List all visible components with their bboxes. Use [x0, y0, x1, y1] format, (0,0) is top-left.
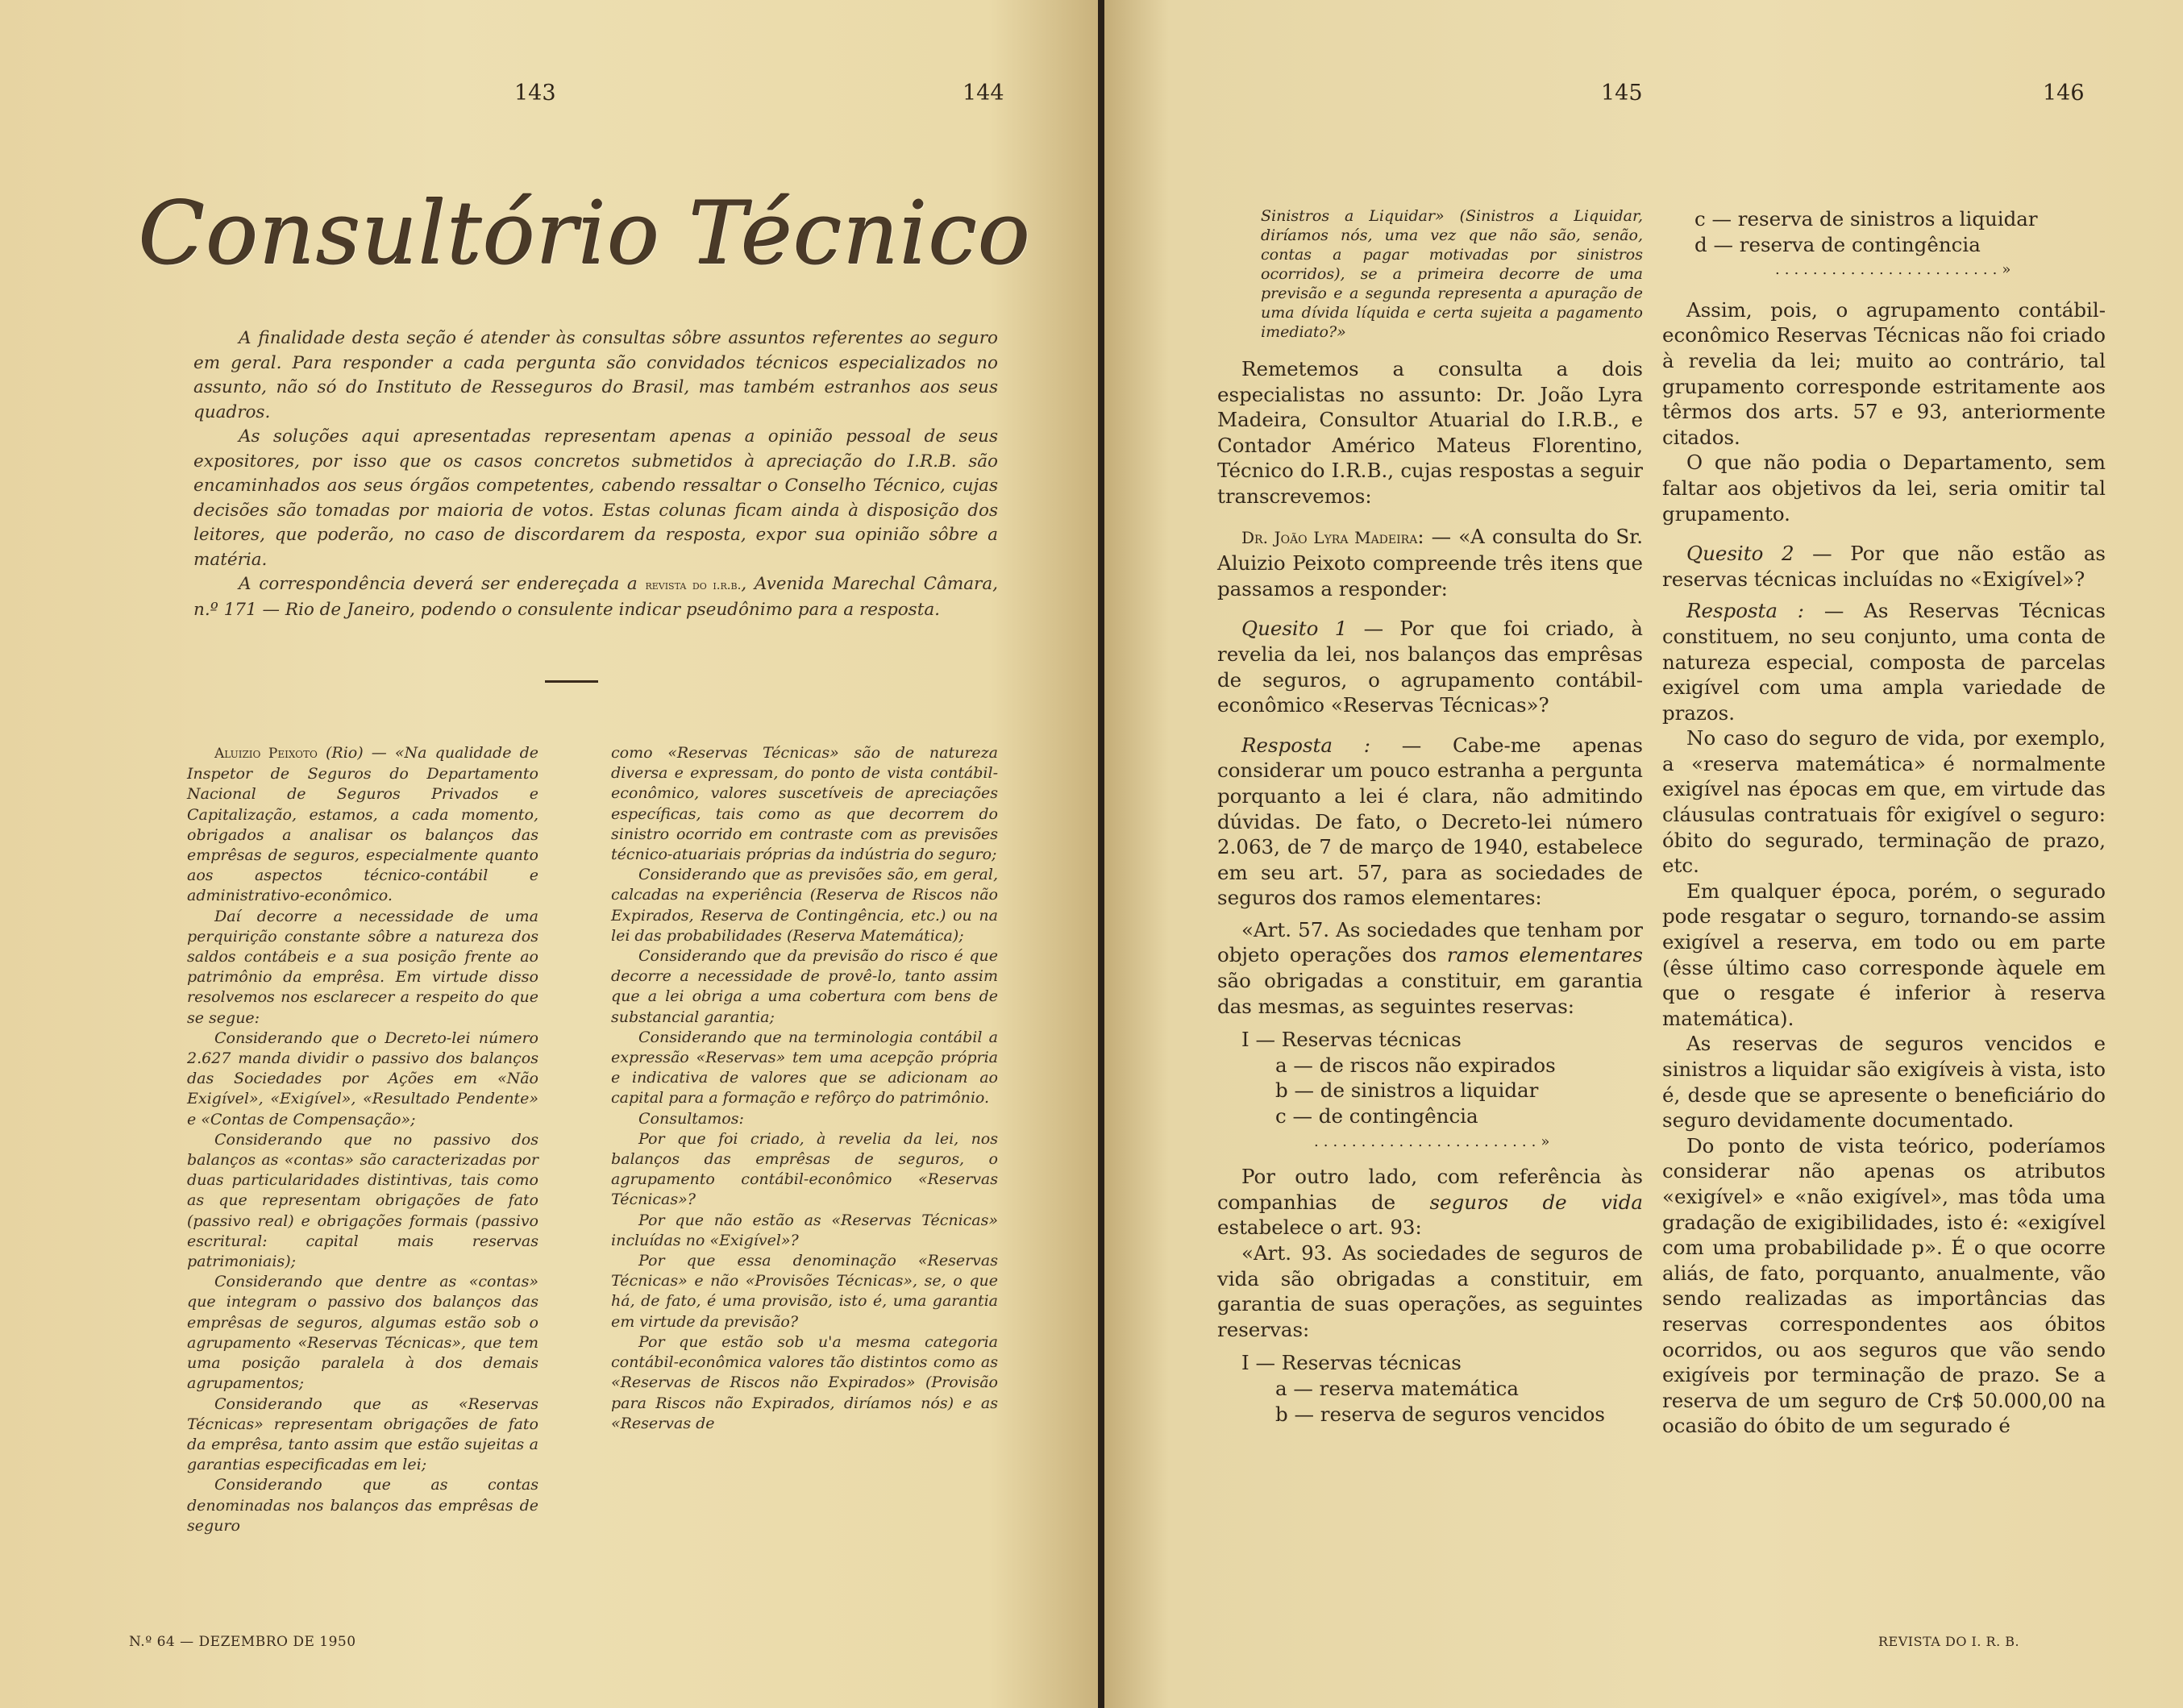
paragraph: Do ponto de vista teórico, poderíamos considerar não apenas os atributos «exigível» e «não exigível», mas tôda uma gradação de exigibilidades, isto é: «exigível com uma probabilidade p». É o que ocorre aliás, de fato, porquanto, anualmente, vão sendo realizadas as importâncias das reservas correspondentes aos óbitos ocorridos, ou aos seguros que vão sendo exigíveis por terminação de prazo. Se a reserva de um seguro de Cr$ 50.000,00 na ocasião do óbito de um segurado é [1662, 1133, 2106, 1438]
list-item: c — reserva de sinistros a liquidar [1694, 207, 2038, 231]
right-page [1104, 0, 2183, 1708]
list-item: I — Reservas técnicas [1241, 1028, 1462, 1052]
paragraph-text: (Rio) — «Na qualidade de Inspetor de Seguros do Departamento Nacional de Seguros Privados e Capitalização, estamos, a cada momento, obrigados a analisar os balanços das emprêsas de seguros, especialmente quanto aos aspectos técnico-contábil e administrativo-econômico. [187, 744, 538, 905]
paragraph-text: — Por que não estão as reservas técnicas incluídas no «Exigível»? [1662, 542, 2106, 591]
letter-paragraph: Considerando que as «Reservas Técnicas» representam obrigações de fato da emprêsa, tanto assim que estão sujeitas a garantias especificadas em lei; [187, 1394, 538, 1474]
spacer [1217, 1019, 1643, 1027]
emphasis: ramos elementares [1446, 943, 1643, 967]
letter-paragraph: como «Reservas Técnicas» são de natureza diversa e expressam, do ponto de vista contábil-econômico, valores suscetíveis de apreciações específicas, tais como as que decorrem do sinistro ocorrido em contraste com as previsões técnico-atuariais próprias da indústria do seguro; [611, 744, 998, 864]
spacer [1217, 718, 1643, 733]
column-2 [611, 743, 998, 1434]
author-name: Aluizio Peixoto [214, 746, 318, 762]
list-item: b — reserva de seguros vencidos [1275, 1402, 1605, 1426]
question-label: Quesito 2 [1686, 542, 1794, 566]
letter-paragraph: Considerando que no passivo dos balanços as «contas» são caracterizadas por duas particularidades distintivas, tais como as que representam obrigações de fato (passivo real) e obrigações formais (passivo escritural: capital mais reservas patrimoniais); [187, 1130, 538, 1271]
author-name: Dr. João Lyra Madeira [1241, 527, 1418, 547]
letter-paragraph: Por que estão sob u'a mesma categoria contábil-econômica valores tão distintos como as «Reservas de Riscos não Expirados» (Provisão para Riscos não Expirados, diríamos nós) e as «Reservas de [611, 1332, 998, 1432]
paragraph [1217, 1164, 1643, 1240]
paragraph [1217, 616, 1643, 717]
spacer [1217, 509, 1643, 524]
page-number: 145 [1601, 81, 1643, 106]
letter-paragraph: Consultamos: [638, 1109, 744, 1128]
page-number: 143 [514, 81, 556, 106]
spacer [1662, 283, 2106, 297]
paragraph: Em qualquer época, porém, o segurado pode resgatar o seguro, tornando-se assim exigível a reserva, em todo ou em parte (êsse último caso corresponde àquele em que o resgate é inferior à reserva matemática). [1662, 879, 2106, 1030]
spacer [1217, 911, 1643, 917]
question-label: Quesito 1 [1241, 617, 1348, 641]
spacer [1217, 342, 1643, 356]
spacer [1662, 592, 2106, 598]
list-item: a — reserva matemática [1275, 1376, 1519, 1400]
emphasis: seguros de vida [1429, 1190, 1644, 1214]
magazine-name: revista do i.r.b. [645, 578, 742, 592]
list-item: I — Reservas técnicas [1241, 1351, 1462, 1375]
letter-paragraph: Considerando que o Decreto-lei número 2.627 manda dividir o passivo dos balanços das Sociedades por Ações em «Não Exigível», «Exigível», «Resultado Pendente» e «Contas de Compensação»; [187, 1029, 538, 1128]
letter-paragraph: Considerando que as previsões são, em geral, calcadas na experiência (Reserva de Riscos não Expirados, Reserva de Contingência, etc.) ou na lei das probabilidades (Reserva Matemática); [611, 866, 998, 945]
paragraph-text: «Art. 57. As sociedades que tenham por objeto operações dos [1217, 917, 1643, 967]
paragraph-text: — Cabe-me apenas considerar um pouco estranha a pergunta porquanto a lei é clara, não admitindo dúvidas. De fato, o Decreto-lei número 2.063, de 7 de março de 1940, estabelece em seu art. 57, para as sociedades de seguros dos ramos elementares: [1217, 733, 1643, 910]
quoted-question: Sinistros a Liquidar» (Sinistros a Liquidar, diríamos nós, uma vez que não são, senão, contas a pagar motivadas por sinistros ocorridos), se a primeira decorre de uma previsão e a segunda representa a apuração de uma dívida líquida e certa sujeita a pagamento imediato?» [1261, 207, 1643, 341]
magazine-footer: REVISTA DO I. R. B. [1878, 1634, 2020, 1649]
ellipsis-line: ........................» [1775, 261, 2016, 279]
intro-text [193, 326, 998, 622]
paragraph-text: — As Reservas Técnicas constituem, no seu conjunto, uma conta de natureza especial, composta de parcelas exigível com uma ampla variedade de prazos. [1662, 599, 2106, 725]
letter-paragraph [187, 743, 538, 907]
letter-paragraph: Por que essa denominação «Reservas Técnicas» e não «Provisões Técnicas», se, o que há, de fato, é uma provisão, isto é, uma garantia em virtude da previsão? [611, 1252, 998, 1331]
paragraph-text: — Por que foi criado, à revelia da lei, nos balanços das emprêsas de seguros, o agrupamento contábil-econômico «Reservas Técnicas»? [1217, 617, 1643, 717]
list-item: b — de sinistros a liquidar [1275, 1078, 1539, 1103]
paragraph [1662, 598, 2106, 725]
letter-paragraph: Considerando que dentre as «contas» que integram o passivo dos balanços das emprêsas de seguros, algumas estão sob o agrupamento «Reservas Técnicas», que tem uma posição paralela à dos demais agrupamentos; [187, 1273, 538, 1393]
answer-label: Resposta : [1241, 733, 1370, 757]
letter-paragraph: Por que não estão as «Reservas Técnicas» incluídas no «Exigível»? [611, 1211, 998, 1249]
intro-paragraph: A finalidade desta seção é atender às consultas sôbre assuntos referentes ao seguro em geral. Para responder a cada pergunta são convidados técnicos especializados no assunto, não só do Instituto de Resseguros do Brasil, mas também estranhos aos seus quadros. [193, 328, 998, 422]
paragraph [1217, 917, 1643, 1019]
list-item: a — de riscos não expirados [1275, 1053, 1556, 1077]
spacer [1662, 526, 2106, 541]
letter-paragraph: Por que foi criado, à revelia da lei, nos balanços das emprêsas de seguros, o agrupamento contábil-econômico «Reservas Técnicas»? [611, 1129, 998, 1209]
paragraph [1662, 541, 2106, 592]
paragraph: As reservas de seguros vencidos e sinistros a liquidar são exigíveis à vista, isto é, desde que se apresente o beneficiário do seguro devidamente documentado. [1662, 1032, 2106, 1132]
issue-footer: N.º 64 — DEZEMBRO DE 1950 [129, 1634, 356, 1650]
intro-paragraph [193, 572, 998, 622]
letter-paragraph: Considerando que da previsão do risco é que decorre a necessidade de provê-lo, tanto assim que a lei obriga a uma cobertura com bens de substancial garantia; [611, 947, 998, 1026]
section-title: Consultório Técnico [139, 184, 1032, 285]
letter-paragraph: Daí decorre a necessidade de uma perquirição constante sôbre a natureza dos saldos contábeis e a sua posição frente ao patrimônio da emprêsa. Em virtude disso resolvemos nos esclarecer a respeito do que se segue: [187, 907, 538, 1027]
divider [545, 680, 598, 683]
paragraph: «Art. 93. As sociedades de seguros de vida são obrigadas a constituir, em garantia de suas operações, as seguintes reservas: [1217, 1241, 1643, 1341]
paragraph-text: são obrigadas a constituir, em garantia das mesmas, as seguintes reservas: [1217, 969, 1643, 1018]
paragraph: O que não podia o Departamento, sem faltar aos objetivos da lei, seria omitir tal grupamento. [1662, 451, 2106, 526]
paragraph [1217, 524, 1643, 602]
spacer [1217, 1342, 1643, 1350]
column-1 [187, 743, 538, 1536]
intro-text-part: , Avenida Marechal Câmara, n.º 171 — Rio de Janeiro, podendo o consulente indicar pseudônimo para a resposta. [193, 574, 998, 620]
list-item: c — de contingência [1275, 1104, 1478, 1128]
page-number: 144 [963, 81, 1004, 106]
paragraph-text: estabelece o art. 93: [1217, 1216, 1422, 1240]
column-3 [1217, 206, 1643, 1427]
paragraph: Assim, pois, o agrupamento contábil-econômico Reservas Técnicas não foi criado à revelia da lei; muito ao contrário, tal grupamento corresponde estritamente aos têrmos dos arts. 57 e 93, anteriormente citados. [1662, 297, 2106, 449]
spacer [1217, 1154, 1643, 1164]
page-number: 146 [2043, 81, 2085, 106]
paragraph-text: Por outro lado, com referência às companhias de [1217, 1165, 1643, 1214]
answer-label: Resposta : [1686, 599, 1805, 623]
list-item: d — reserva de contingência [1694, 232, 1981, 256]
intro-text-part: A correspondência deverá ser endereçada a [239, 574, 638, 594]
paragraph: Remetemos a consulta a dois especialistas no assunto: Dr. João Lyra Madeira, Consultor Atuarial do I.R.B., e Contador Américo Mateus Florentino, Técnico do I.R.B., cujas respostas a seguir transcrevemos: [1217, 357, 1643, 508]
paragraph: No caso do seguro de vida, por exemplo, a «reserva matemática» é normalmente exigível nas épocas em que, em virtude das cláusulas contratuais fôr exigível o seguro: óbito do segurado, terminação de prazo, etc. [1662, 726, 2106, 878]
letter-paragraph: Considerando que na terminologia contábil a expressão «Reservas» tem uma acepção própria e indicativa de valores que se adicionam ao capital para a formação e refôrço do patrimônio. [611, 1028, 998, 1107]
letter-paragraph: Considerando que as contas denominadas nos balanços das emprêsas de seguro [187, 1476, 538, 1535]
paragraph [1217, 733, 1643, 911]
paragraph-text: : — «A consulta do Sr. Aluizio Peixoto compreende três itens que passamos a responder: [1217, 524, 1643, 601]
column-4 [1662, 206, 2106, 1439]
spacer [1217, 601, 1643, 616]
ellipsis-line: ........................» [1314, 1132, 1555, 1150]
intro-paragraph: As soluções aqui apresentadas representam apenas a opinião pessoal de seus expositores, por isso que os casos concretos submetidos à apreciação do I.R.B. são encaminhados aos seus órgãos competentes, cabendo ressaltar o Conselho Técnico, cujas decisões são tomadas por maioria de votos. Estas colunas ficam ainda à disposição dos leitores, que poderão, no caso de discordarem da resposta, expor sua opinião sôbre a matéria. [193, 426, 998, 570]
